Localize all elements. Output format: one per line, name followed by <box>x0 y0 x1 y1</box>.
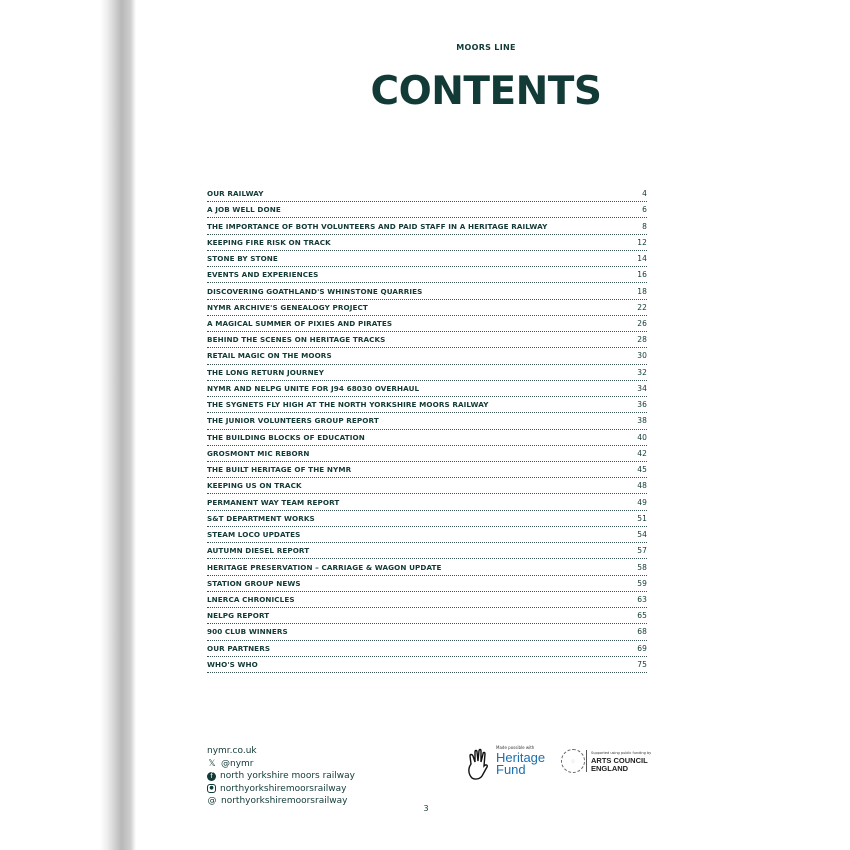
website-link[interactable]: nymr.co.uk <box>207 746 257 756</box>
facebook-icon: f <box>207 772 216 781</box>
toc-entry-page: 65 <box>637 611 647 621</box>
toc-entry-page: 26 <box>637 318 647 328</box>
toc-entry-title: KEEPING US ON TRACK <box>207 481 302 491</box>
arts-council-logo-text <box>591 757 648 773</box>
toc-entry-title: THE BUILT HERITAGE OF THE NYMR <box>207 465 352 475</box>
toc-entry-page: 75 <box>637 659 647 669</box>
threads-link[interactable]: northyorkshiremoorsrailway <box>221 796 348 806</box>
x-line[interactable] <box>207 758 355 771</box>
table-of-contents <box>207 186 647 673</box>
toc-entry-title: STEAM LOCO UPDATES <box>207 530 301 540</box>
toc-row[interactable] <box>207 235 647 251</box>
toc-entry-title: STONE BY STONE <box>207 254 278 264</box>
heritage-fund-line1: Heritage <box>496 750 546 765</box>
toc-entry-title: KEEPING FIRE RISK ON TRACK <box>207 237 331 247</box>
toc-entry-title: OUR RAILWAY <box>207 189 264 199</box>
toc-entry-page: 38 <box>637 416 647 426</box>
toc-entry-title: THE JUNIOR VOLUNTEERS GROUP REPORT <box>207 416 379 426</box>
toc-entry-title: NELPG REPORT <box>207 611 270 621</box>
toc-row[interactable] <box>207 267 647 283</box>
toc-row[interactable] <box>207 559 647 575</box>
toc-entry-title: HERITAGE PRESERVATION – CARRIAGE & WAGON UPDATE <box>207 562 442 572</box>
footer-links <box>207 745 355 808</box>
x-handle[interactable]: @nymr <box>221 758 254 769</box>
toc-entry-title: RETAIL MAGIC ON THE MOORS <box>207 351 332 361</box>
toc-row[interactable] <box>207 511 647 527</box>
toc-entry-page: 16 <box>637 270 647 280</box>
toc-row[interactable] <box>207 657 647 673</box>
toc-row[interactable] <box>207 397 647 413</box>
page-title: CONTENTS <box>370 69 602 114</box>
toc-entry-title: THE LONG RETURN JOURNEY <box>207 367 325 377</box>
toc-row[interactable] <box>207 478 647 494</box>
toc-entry-page: 69 <box>637 643 647 653</box>
toc-entry-title: STATION GROUP NEWS <box>207 578 301 588</box>
toc-entry-title: WHO'S WHO <box>207 659 258 669</box>
toc-entry-title: THE SYGNETS FLY HIGH AT THE NORTH YORKSHIRE MOORS RAILWAY <box>207 400 489 410</box>
heritage-fund-tagline: Made possible with <box>496 745 535 750</box>
toc-row[interactable] <box>207 641 647 657</box>
toc-row[interactable] <box>207 186 647 202</box>
toc-entry-page: 28 <box>637 335 647 345</box>
threads-icon: @ <box>207 796 217 807</box>
toc-entry-title: GROSMONT MIC REBORN <box>207 448 310 458</box>
toc-entry-title: AUTUMN DIESEL REPORT <box>207 546 310 556</box>
toc-row[interactable] <box>207 332 647 348</box>
toc-row[interactable] <box>207 576 647 592</box>
toc-entry-page: 32 <box>637 367 647 377</box>
heritage-fund-line2: Fund <box>496 762 526 777</box>
toc-row[interactable] <box>207 202 647 218</box>
toc-entry-title: DISCOVERING GOATHLAND'S WHINSTONE QUARRIES <box>207 286 423 296</box>
toc-entry-page: 49 <box>637 497 647 507</box>
toc-entry-title: S&T DEPARTMENT WORKS <box>207 513 315 523</box>
toc-entry-title: NYMR ARCHIVE'S GENEALOGY PROJECT <box>207 302 368 312</box>
toc-entry-page: 42 <box>637 448 647 458</box>
toc-row[interactable] <box>207 527 647 543</box>
toc-row[interactable] <box>207 300 647 316</box>
toc-entry-page: 58 <box>637 562 647 572</box>
website-line[interactable] <box>207 745 355 758</box>
toc-entry-page: 14 <box>637 254 647 264</box>
toc-row[interactable] <box>207 446 647 462</box>
toc-entry-title: 900 CLUB WINNERS <box>207 627 288 637</box>
toc-row[interactable] <box>207 251 647 267</box>
x-icon: 𝕏 <box>208 758 216 769</box>
toc-row[interactable] <box>207 348 647 364</box>
toc-entry-page: 54 <box>637 530 647 540</box>
toc-entry-page: 34 <box>637 383 647 393</box>
logo-divider <box>586 750 587 772</box>
toc-row[interactable] <box>207 218 647 234</box>
toc-entry-page: 57 <box>637 546 647 556</box>
toc-entry-page: 4 <box>642 189 647 199</box>
arts-council-line1: ARTS COUNCIL <box>591 756 648 765</box>
toc-row[interactable] <box>207 462 647 478</box>
toc-row[interactable] <box>207 624 647 640</box>
lottery-hand-icon <box>466 748 490 782</box>
toc-entry-page: 68 <box>637 627 647 637</box>
arts-council-line2: ENGLAND <box>591 764 629 773</box>
toc-row[interactable] <box>207 543 647 559</box>
toc-row[interactable] <box>207 430 647 446</box>
toc-entry-page: 51 <box>637 513 647 523</box>
toc-entry-page: 12 <box>637 237 647 247</box>
toc-entry-page: 8 <box>642 221 647 231</box>
toc-entry-page: 59 <box>637 578 647 588</box>
toc-entry-page: 63 <box>637 594 647 604</box>
toc-entry-title: A MAGICAL SUMMER OF PIXIES AND PIRATES <box>207 318 393 328</box>
instagram-link[interactable]: northyorkshiremoorsrailway <box>220 783 347 794</box>
toc-row[interactable] <box>207 381 647 397</box>
toc-entry-page: 36 <box>637 400 647 410</box>
toc-entry-page: 30 <box>637 351 647 361</box>
facebook-link[interactable]: north yorkshire moors railway <box>220 771 355 781</box>
instagram-line[interactable] <box>207 783 355 796</box>
toc-entry-page: 22 <box>637 302 647 312</box>
magazine-spine-shadow <box>100 0 136 850</box>
toc-row[interactable] <box>207 316 647 332</box>
toc-entry-title: A JOB WELL DONE <box>207 205 281 215</box>
toc-entry-title: OUR PARTNERS <box>207 643 271 653</box>
toc-entry-page: 6 <box>642 205 647 215</box>
toc-entry-page: 45 <box>637 465 647 475</box>
heritage-fund-logo-text <box>496 752 545 776</box>
toc-row[interactable] <box>207 365 647 381</box>
page-number: 3 <box>423 804 429 813</box>
toc-row[interactable] <box>207 283 647 299</box>
toc-entry-title: THE BUILDING BLOCKS OF EDUCATION <box>207 432 365 442</box>
toc-row[interactable] <box>207 494 647 510</box>
toc-entry-title: NYMR AND NELPG UNITE FOR J94 68030 OVERHAUL <box>207 383 420 393</box>
contents-page <box>136 0 836 850</box>
arts-council-tagline: Supported using public funding by <box>591 751 652 755</box>
toc-entry-page: 40 <box>637 432 647 442</box>
facebook-line[interactable] <box>207 770 355 783</box>
instagram-icon: ● <box>207 784 216 793</box>
toc-entry-page: 18 <box>637 286 647 296</box>
toc-row[interactable] <box>207 592 647 608</box>
toc-entry-title: LNERCA CHRONICLES <box>207 594 295 604</box>
toc-entry-title: PERMANENT WAY TEAM REPORT <box>207 497 340 507</box>
toc-entry-title: THE IMPORTANCE OF BOTH VOLUNTEERS AND PAID STAFF IN A HERITAGE RAILWAY <box>207 221 548 231</box>
publication-name: MOORS LINE <box>456 43 516 52</box>
toc-entry-page: 48 <box>637 481 647 491</box>
toc-entry-title: EVENTS AND EXPERIENCES <box>207 270 319 280</box>
toc-entry-title: BEHIND THE SCENES ON HERITAGE TRACKS <box>207 335 386 345</box>
toc-row[interactable] <box>207 413 647 429</box>
funder-logos <box>466 745 786 785</box>
lottery-funded-seal-icon: ◌ <box>561 749 585 773</box>
toc-row[interactable] <box>207 608 647 624</box>
